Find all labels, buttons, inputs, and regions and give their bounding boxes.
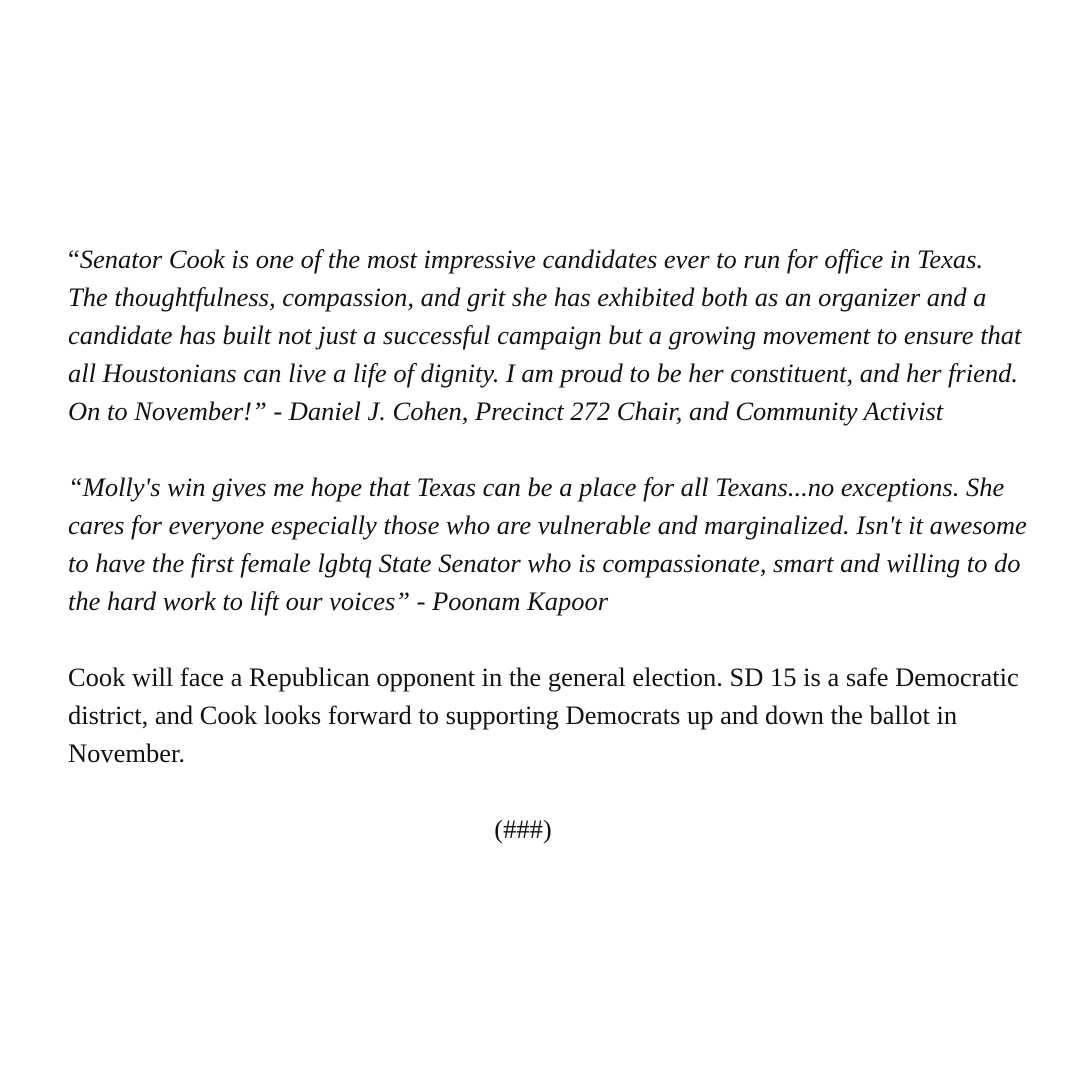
general-election-paragraph: Cook will face a Republican opponent in the general election. SD 15 is a safe Democratic district, and Cook looks forward to supporting Democrats up and down the ballot in November. bbox=[68, 662, 1019, 768]
quote-paragraph-cohen bbox=[68, 240, 1028, 430]
end-of-release-mark: (###) bbox=[494, 814, 552, 844]
open-quote-mark: “ bbox=[68, 244, 80, 274]
paragraph-spacer bbox=[68, 772, 1028, 810]
quote-paragraph-kapoor: “Molly's win gives me hope that Texas can be a place for all Texans...no exceptions. She cares for everyone especially those who are vulnerable and marginalized. Isn't it awesome to have the first female lgbtq State Senator who is compassionate, smart and willing to do the hard work to lift our voices” - Poonam Kapoor bbox=[68, 472, 1027, 616]
paragraph-spacer bbox=[68, 620, 1028, 658]
quote-text-cohen: Senator Cook is one of the most impressive candidates ever to run for office in Texas. The thoughtfulness, compassion, and grit she has exhibited both as an organizer and a candidate has built not just a successful campaign but a growing movement to ensure that all Houstonians can live a life of dignity. I am proud to be her constituent, and her friend. On to November!” - Daniel J. Cohen, Precinct 272 Chair, and Community Activist bbox=[68, 244, 1022, 426]
paragraph-spacer bbox=[68, 430, 1028, 468]
press-release-body bbox=[68, 240, 1028, 848]
